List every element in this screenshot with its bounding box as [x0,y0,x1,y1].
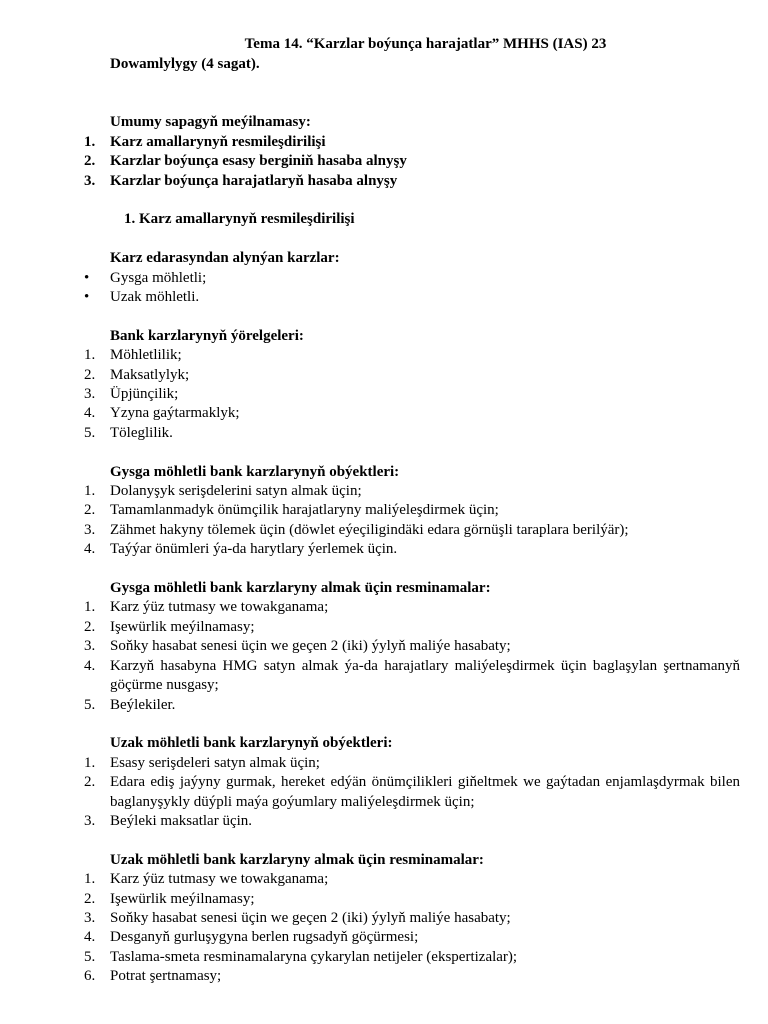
list-item [84,424,740,443]
list-marker: 5. [84,948,96,965]
list-item [84,521,760,540]
list-marker: 4. [84,541,96,558]
list-item [84,890,740,909]
list-item [84,928,740,947]
list-marker: 1. [84,483,96,500]
list-item [84,501,740,520]
list-marker: 2. [84,366,96,383]
bullet-marker: • [84,269,90,286]
list-marker: 1. [84,133,96,150]
list-item-text: Karz ýüz tutmasy we towakganama; [110,599,329,616]
list-item-text: Karzlar boýunça esasy berginiň hasaba alnyşy [110,153,407,170]
list-item-text: Karz ýüz tutmasy we towakganama; [110,871,329,888]
spacer [0,230,768,249]
list-item [84,909,740,928]
list-item [84,172,740,191]
list-marker: 3. [84,172,96,189]
loan-types-list [0,269,768,308]
list-marker: 5. [84,424,96,441]
list-item-text: Maksatlylyk; [110,366,190,383]
list-item-text: Desganyň gurluşygyna berlen rugsadyň göçürmesi; [110,929,419,946]
spacer [0,191,768,210]
section-heading: 1. Karz amallarynyň resmileşdirilişi [124,211,355,228]
spacer [0,307,768,326]
list-marker: 3. [84,386,96,403]
list-item [84,812,740,831]
list-item-text: Tamamlanmadyk önümçilik harajatlaryny maliýeleşdirmek üçin; [110,502,499,519]
list-item [84,637,740,656]
list-item-text: Zähmet hakyny tölemek üçin (döwlet eýeçiligindäki edara görnüşli taraplara berilýär); [110,521,629,538]
list-item-text: Soňky hasabat senesi üçin we geçen 2 (iki) ýylyň maliýe hasabaty; [110,909,511,926]
list-item [84,366,740,385]
list-item-text: Esasy serişdeleri satyn almak üçin; [110,754,320,771]
list-item [84,404,740,423]
list-marker: 3. [84,638,96,655]
list-item [84,346,740,365]
list-item-text: Karzlar boýunça harajatlaryň hasaba alnyşy [110,172,398,189]
list-item-text: Karz amallarynyň resmileşdirilişi [110,133,326,150]
list-marker: 3. [84,909,96,926]
list-item-text: Işewürlik meýilnamasy; [110,618,255,635]
list-marker: 1. [84,599,96,616]
list-marker: 2. [84,502,96,519]
list-item-text: Taýýar önümleri ýa-da harytlary ýerlemek üçin. [110,541,398,558]
outline-list [0,133,768,191]
list-item-text: Beýleki maksatlar üçin. [110,812,253,829]
list-item [84,967,740,986]
list-item-text: Uzak möhletli. [110,289,200,306]
short-term-docs-heading: Gysga möhletli bank karzlaryny almak üçin resminamalar: [110,580,491,597]
list-marker: 1. [84,347,96,364]
list-item [84,288,740,307]
list-item [84,269,740,288]
list-marker: 2. [84,890,96,907]
list-item-text: Beýlekiler. [110,696,176,713]
long-term-docs-list [0,870,768,986]
spacer [0,560,768,579]
loan-types-heading: Karz edarasyndan alynýan karzlar: [110,250,340,267]
list-item [84,657,740,696]
list-item-text: Soňky hasabat senesi üçin we geçen 2 (iki) ýylyň maliýe hasabaty; [110,638,511,655]
list-item-text: Gysga möhletli; [110,269,207,286]
list-item [84,540,740,559]
list-item [84,870,740,889]
list-item [84,133,740,152]
long-term-objects-list [0,754,768,832]
list-marker: 2. [84,774,96,791]
list-marker: 2. [84,618,96,635]
list-item [84,696,740,715]
list-item-text: Edara ediş jaýyny gurmak, hereket edýän önümçilikleri giňeltmek we gaýtadan enjamlaşdyrmak bilen baglanyşykly düýpli maýa goýumlary maliýeleşdirmek üçin; [110,774,740,810]
short-term-docs-list [0,598,768,714]
document-title: Tema 14. “Karzlar boýunça harajatlar” MHHS (IAS) 23 [244,36,607,52]
list-item-text: Taslama-smeta resminamalaryna çykarylan netijeler (ekspertizalar); [110,948,518,965]
list-marker: 6. [84,968,96,985]
list-marker: 5. [84,696,96,713]
spacer [0,443,768,462]
list-item [84,948,740,967]
list-item-text: Yzyna gaýtarmaklyk; [110,405,240,422]
list-marker: 4. [84,929,96,946]
list-item [84,152,740,171]
list-marker: 3. [84,521,96,538]
list-item-text: Möhletlilik; [110,347,182,364]
short-term-objects-heading: Gysga möhletli bank karzlarynyň obýektleri: [110,463,400,480]
document-body [0,94,768,987]
spacer [0,831,768,850]
document-duration: Dowamlylygy (4 sagat). [110,56,260,72]
list-item-text: Işewürlik meýilnamasy; [110,890,255,907]
long-term-objects-heading: Uzak möhletli bank karzlarynyň obýektleri: [110,735,393,752]
list-marker: 2. [84,153,96,170]
list-item-text: Üpjünçilik; [110,386,179,403]
list-item [84,618,740,637]
list-item-text: Töleglilik. [110,424,173,441]
principles-heading: Bank karzlarynyň ýörelgeleri: [110,327,304,344]
list-marker: 1. [84,871,96,888]
outline-heading: Umumy sapagyň meýilnamasy: [110,114,311,131]
list-item-text: Karzyň hasabyna HMG satyn almak ýa-da harajatlary maliýeleşdirmek üçin baglaşylan şertnamanyň göçürme nusgasy; [110,657,740,694]
spacer [0,715,768,734]
list-marker: 1. [84,754,96,771]
short-term-objects-list [0,482,768,560]
list-item-text: Dolanyşyk serişdelerini satyn almak üçin; [110,483,362,500]
bullet-marker: • [84,289,90,306]
list-item [84,773,740,812]
list-item [84,482,740,501]
list-item [84,385,740,404]
long-term-docs-heading: Uzak möhletli bank karzlaryny almak üçin resminamalar: [110,851,484,868]
list-marker: 3. [84,812,96,829]
list-item [84,598,740,617]
list-item [84,754,740,773]
list-item-text: Potrat şertnamasy; [110,968,222,985]
principles-list [0,346,768,443]
list-marker: 4. [84,657,96,674]
list-marker: 4. [84,405,96,422]
spacer [0,94,768,113]
